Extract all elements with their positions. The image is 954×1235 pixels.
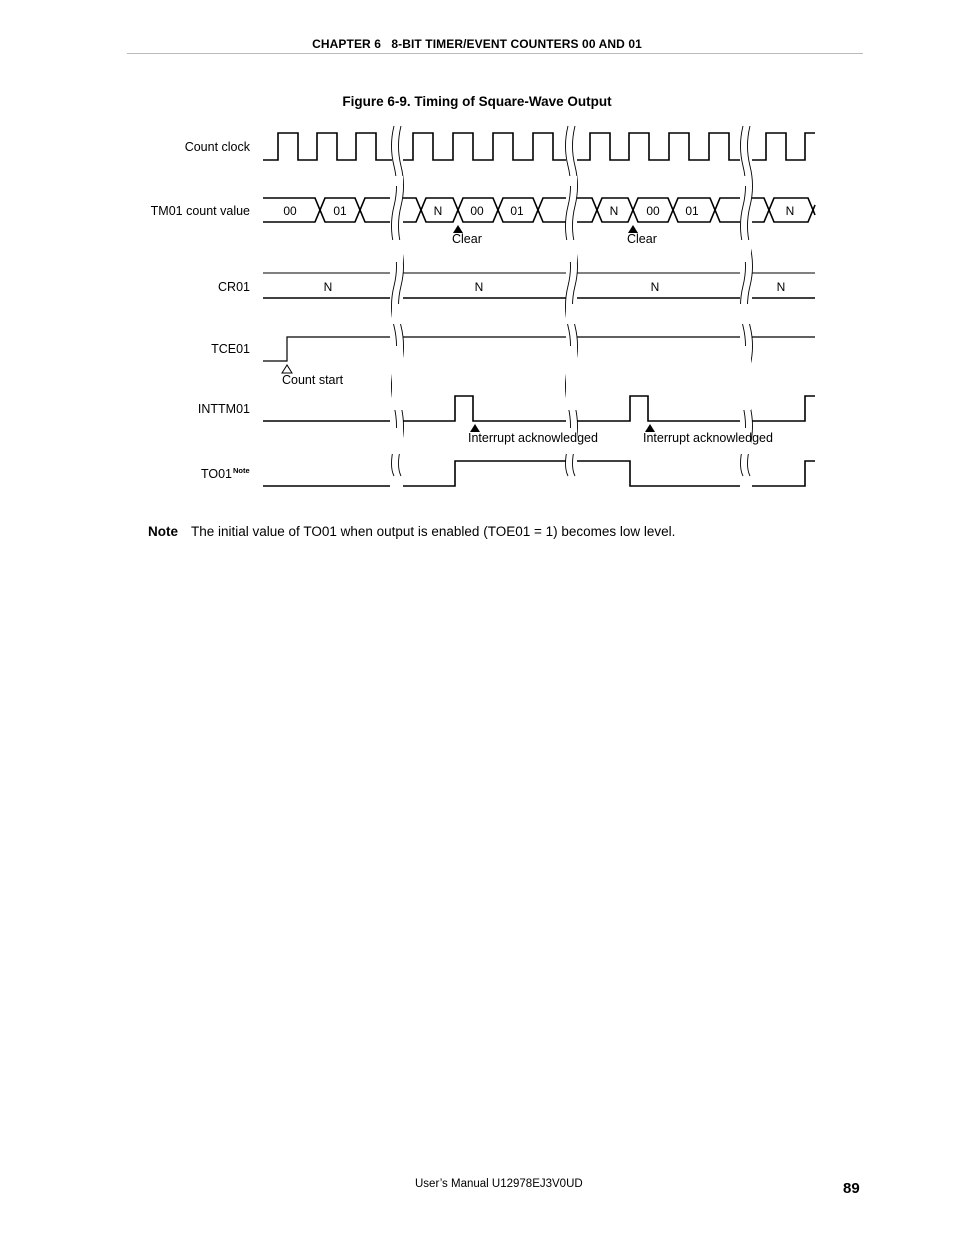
chapter-header: CHAPTER 6 8-BIT TIMER/EVENT COUNTERS 00 AND 01 (312, 37, 642, 51)
tm01-bus-top (263, 198, 390, 210)
note-text: The initial value of TO01 when output is enabled (TOE01 = 1) becomes low level. (191, 524, 676, 539)
inttm01-wave-2 (403, 396, 566, 421)
tm01-bus-top-4 (752, 198, 815, 210)
cr01-value: N (474, 280, 484, 294)
label-cr01: CR01 (218, 280, 250, 294)
cr01-value: N (323, 280, 333, 294)
tm01-value: 00 (283, 204, 297, 218)
timing-diagram (0, 0, 954, 560)
tm01-bus-top-2 (403, 198, 566, 210)
label-tm01: TM01 count value (150, 204, 250, 218)
count-clock-wave (263, 133, 392, 160)
tm01-value: N (785, 204, 795, 218)
label-count-clock: Count clock (184, 140, 250, 154)
interrupt-ack-label: Interrupt acknowledged (468, 431, 598, 445)
tm01-value: 00 (646, 204, 660, 218)
count-start-marker-icon (282, 365, 292, 373)
count-start-label: Count start (282, 373, 344, 387)
tce01-wave (263, 337, 390, 361)
tm01-value: 00 (470, 204, 484, 218)
tm01-bus-bottom-4 (752, 210, 815, 222)
label-to01-note: Note (233, 466, 250, 475)
count-clock-wave-2 (403, 133, 566, 160)
tm01-value: 01 (333, 204, 347, 218)
label-inttm01: INTTM01 (197, 402, 250, 416)
to01-wave-3 (577, 461, 740, 486)
clear-label: Clear (627, 232, 657, 246)
figure-note (148, 524, 675, 539)
figure-title: Figure 6-9. Timing of Square-Wave Output (342, 94, 612, 109)
tm01-bus-bottom (263, 210, 390, 222)
tm01-value: N (609, 204, 619, 218)
label-to01-main: TO01 (200, 467, 232, 481)
cr01-value: N (776, 280, 786, 294)
label-to01 (201, 467, 232, 481)
tm01-value: 01 (685, 204, 699, 218)
to01-wave-2 (403, 461, 566, 486)
tm01-value: 01 (510, 204, 524, 218)
footer-manual: User’s Manual U12978EJ3V0UD (415, 1178, 583, 1190)
interrupt-ack-label: Interrupt acknowledged (643, 431, 773, 445)
label-tce01: TCE01 (211, 342, 250, 356)
note-label: Note (148, 524, 178, 539)
tm01-value: N (433, 204, 443, 218)
to01-wave-4 (752, 461, 815, 486)
inttm01-wave-3 (577, 396, 740, 421)
inttm01-wave-4 (752, 396, 815, 421)
clear-label: Clear (452, 232, 482, 246)
count-clock-wave-3 (577, 133, 740, 160)
count-clock-wave-4 (752, 133, 815, 160)
cr01-value: N (650, 280, 660, 294)
page-number: 89 (843, 1180, 860, 1197)
tm01-bus-bottom-2 (403, 210, 566, 222)
